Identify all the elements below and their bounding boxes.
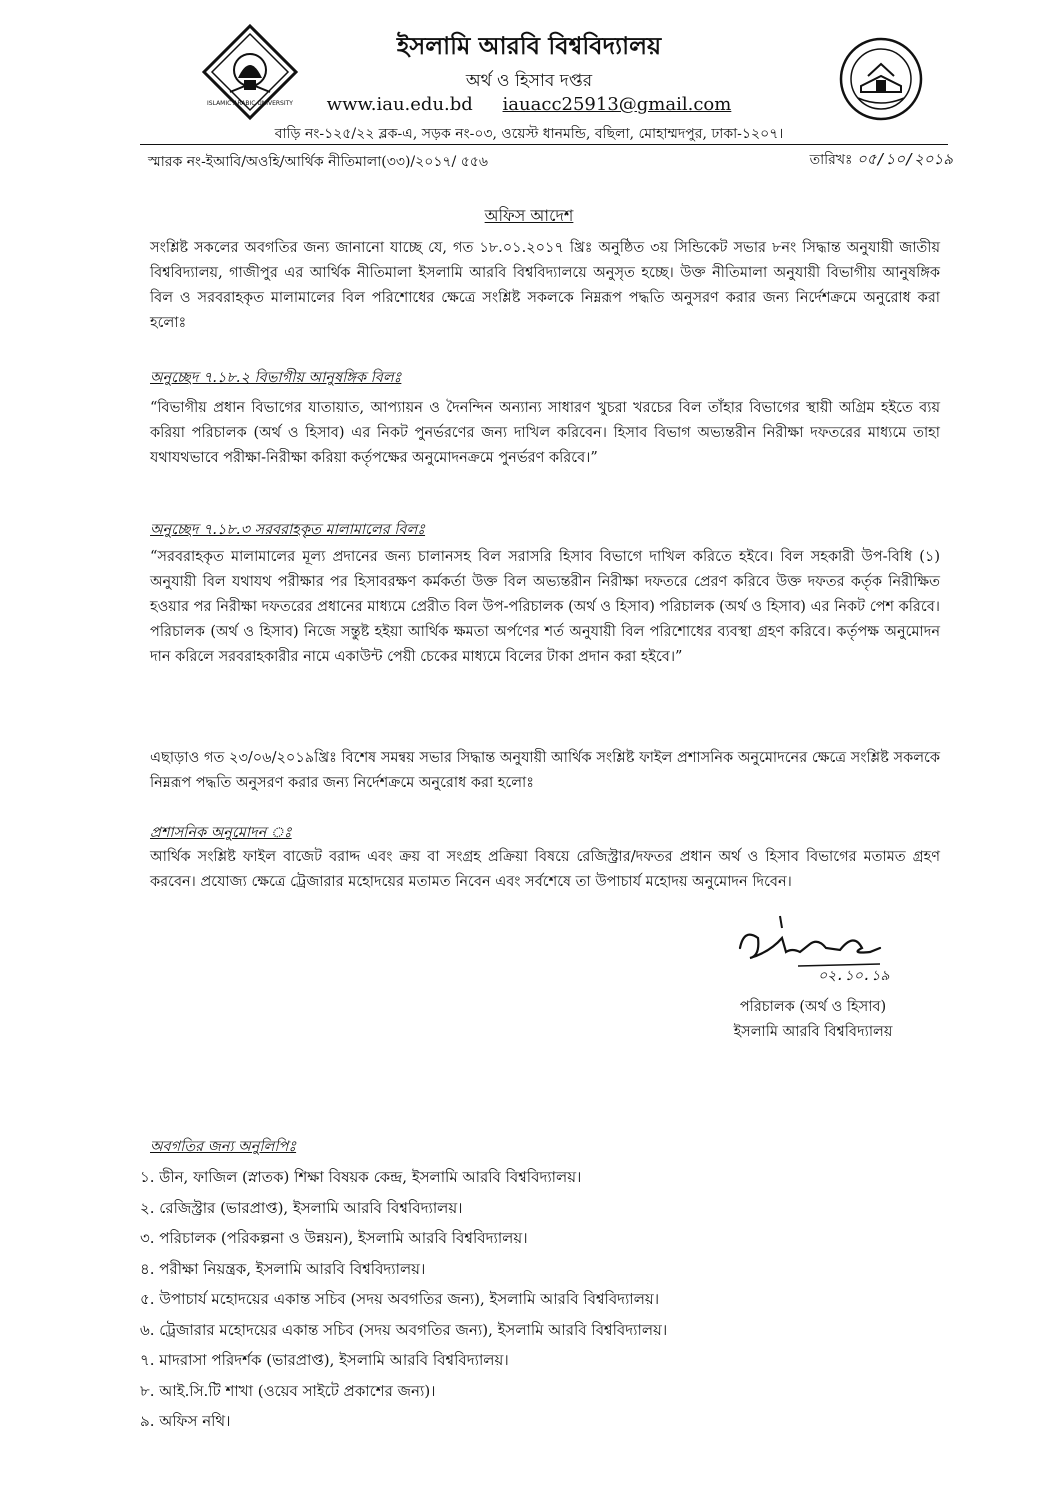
- signatory-title: পরিচালক (অর্থ ও হিসাব): [739, 999, 887, 1015]
- signature-date: ০২.১০.১৯: [818, 968, 890, 984]
- signatory-organization: ইসলামি আরবি বিশ্ববিদ্যালয়: [733, 1024, 893, 1040]
- document-heading: [0, 203, 1058, 230]
- section3-text: আর্থিক সংশ্লিষ্ট ফাইল বাজেট বরাদ্দ এবং ক্রয় বা সংগ্রহ প্রক্রিয়া বিষয়ে রেজিস্ট্রার/দফতর প্রধান অর্থ ও হিসাব বিভাগের মতামত গ্রহণ করবেন। প্রযোজ্য ক্ষেত্রে ট্রেজারার মহোদয়ের মতামত নিবেন এবং সর্বশেষে তা উপাচার্য মহোদয় অনুমোদন দিবেন।: [150, 849, 940, 890]
- section2-text: “সরবরাহকৃত মালামালের মূল্য প্রদানের জন্য চালানসহ বিল সরাসরি হিসাব বিভাগে দাখিল করিতে হইবে। বিল সহকারী উপ-বিধি (১) অনুযায়ী বিল যথাযথ পরীক্ষার পর হিসাবরক্ষণ কর্মকর্তা উক্ত বিল অভ্যন্তরীন নিরীক্ষা দফতরে প্রেরণ করিবে উক্ত দফতর কর্তৃক নিরীক্ষিত হওয়ার পর নিরীক্ষা দফতরের প্রধানের মাধ্যমে প্রেরীত বিল উপ-পরিচালক (অর্থ ও হিসাব) পরিচালক (অর্থ ও হিসাব) এর নিকট পেশ করিবে। পরিচালক (অর্থ ও হিসাব) নিজে সন্তুষ্ট হইয়া আর্থিক ক্ষমতা অর্পণের শর্ত অনুযায়ী বিল পরিশোধের ব্যবস্থা গ্রহণ করিবে। কর্তৃপক্ষ অনুমোদন দান করিলে সরবরাহকারীর নামে একাউন্ট পেয়ী চেকের মাধ্যমে বিলের টাকা প্রদান করা হইবে।”: [150, 549, 940, 665]
- intro-paragraph: সংশ্লিষ্ট সকলের অবগতির জন্য জানানো যাচ্ছে যে, গত ১৮.০১.২০১৭ খ্রিঃ অনুষ্ঠিত ৩য় সিন্ডিকেট সভার ৮নং সিদ্ধান্ত অনুযায়ী জাতীয় বিশ্ববিদ্যালয়, গাজীপুর এর আর্থিক নীতিমালা ইসলামি আরবি বিশ্ববিদ্যালয়ে অনুসৃত হচ্ছে। উক্ত নীতিমালা অনুযায়ী বিভাগীয় আনুষঙ্গিক বিল ও সরবরাহকৃত মালামালের বিল পরিশোধের ক্ষেত্রে সংশ্লিষ্ট সকলকে নিম্নরূপ পদ্ধতি অনুসরণ করার জন্য নির্দেশক্রমে অনুরোধ করা হলোঃ: [150, 240, 940, 331]
- contact-line: [0, 94, 1058, 115]
- cc-item: ৬. ট্রেজারার মহোদয়ের একান্ত সচিব (সদয় অবগতির জন্য), ইসলামি আরবি বিশ্ববিদ্যালয়।: [140, 1320, 668, 1339]
- cc-list: [140, 1162, 667, 1437]
- header-divider: [140, 144, 948, 145]
- website-link[interactable]: www.iau.edu.bd: [326, 94, 473, 115]
- cc-item: ৫. উপাচার্য মহোদয়ের একান্ত সচিব (সদয় অবগতির জন্য), ইসলামি আরবি বিশ্ববিদ্যালয়।: [140, 1290, 660, 1308]
- section1-title: অনুচ্ছেদ ৭.১৮.২ বিভাগীয় আনুষঙ্গিক বিলঃ: [150, 370, 402, 386]
- memo-date: [810, 148, 953, 173]
- additional-paragraph: এছাড়াও গত ২৩/০৬/২০১৯খ্রিঃ বিশেষ সমন্বয় সভার সিদ্ধান্ত অনুযায়ী আর্থিক সংশ্লিষ্ট ফাইল প্রশাসনিক অনুমোদনের ক্ষেত্রে সংশ্লিষ্ট সকলকে নিম্নরূপ পদ্ধতি অনুসরণ করার জন্য নির্দেশক্রমে অনুরোধ করা হলোঃ: [150, 750, 940, 791]
- cc-item: ৯. অফিস নথি।: [140, 1412, 231, 1430]
- cc-item: ২. রেজিস্ট্রার (ভারপ্রাপ্ত), ইসলামি আরবি বিশ্ববিদ্যালয়।: [140, 1198, 463, 1217]
- email-link[interactable]: iauacc25913@gmail.com: [502, 94, 732, 115]
- cc-item: ৪. পরীক্ষা নিয়ন্ত্রক, ইসলামি আরবি বিশ্ববিদ্যালয়।: [140, 1259, 426, 1278]
- address-line: বাড়ি নং-১২৫/২২ ব্লক-এ, সড়ক নং-০৩, ওয়েস্ট ধানমন্ডি, বছিলা, মোহাম্মদপুর, ঢাকা-১২০৭।: [274, 126, 784, 142]
- cc-item: ৭. মাদরাসা পরিদর্শক (ভারপ্রাপ্ত), ইসলামি আরবি বিশ্ববিদ্যালয়।: [140, 1351, 509, 1369]
- date-value: ০৫/১০/২০১৯: [856, 150, 953, 168]
- university-name: ইসলামি আরবি বিশ্ববিদ্যালয়: [396, 31, 662, 60]
- section3-title: প্রশাসনিক অনুমোদন ঃ: [150, 825, 292, 841]
- memo-number: স্মারক নং-ইআবি/অওহি/আর্থিক নীতিমালা(৩৩)/২০১৭/ ৫৫৬: [148, 154, 488, 170]
- svg-text:ISLAMIC ARABIC UNIVERSITY: ISLAMIC ARABIC UNIVERSITY: [207, 100, 293, 107]
- cc-item: ১. ডীন, ফাজিল (স্নাতক) শিক্ষা বিষয়ক কেন্দ্র, ইসলামি আরবি বিশ্ববিদ্যালয়।: [140, 1168, 582, 1186]
- handwritten-signature: [730, 908, 920, 984]
- cc-heading: অবগতির জন্য অনুলিপিঃ: [150, 1139, 297, 1155]
- cc-item: ৩. পরিচালক (পরিকল্পনা ও উন্নয়ন), ইসলামি আরবি বিশ্ববিদ্যালয়।: [140, 1229, 528, 1247]
- date-label: তারিখঃ: [809, 152, 853, 168]
- section1-text: “বিভাগীয় প্রধান বিভাগের যাতায়াত, আপ্যায়ন ও দৈনন্দিন অন্যান্য সাধারণ খুচরা খরচের বিল তাঁহার বিভাগের স্থায়ী অগ্রিম হইতে ব্যয় করিয়া পরিচালক (অর্থ ও হিসাব) এর নিকট পুনর্ভরণের জন্য দাখিল করিবেন। হিসাব বিভাগ অভ্যন্তরীন নিরীক্ষা দফতরের মাধ্যমে তাহা যথাযথভাবে পরীক্ষা-নিরীক্ষা করিয়া কর্তৃপক্ষের অনুমোদনক্রমে পুনর্ভরণ করিবে।”: [150, 400, 940, 466]
- heading-text: অফিস আদেশ: [484, 206, 574, 225]
- department-name: অর্থ ও হিসাব দপ্তর: [465, 71, 593, 91]
- cc-item: ৮. আই.সি.টি শাখা (ওয়েব সাইটে প্রকাশের জন্য)।: [140, 1381, 436, 1400]
- section2-title: অনুচ্ছেদ ৭.১৮.৩ সরবরাহকৃত মালামালের বিলঃ: [150, 522, 426, 538]
